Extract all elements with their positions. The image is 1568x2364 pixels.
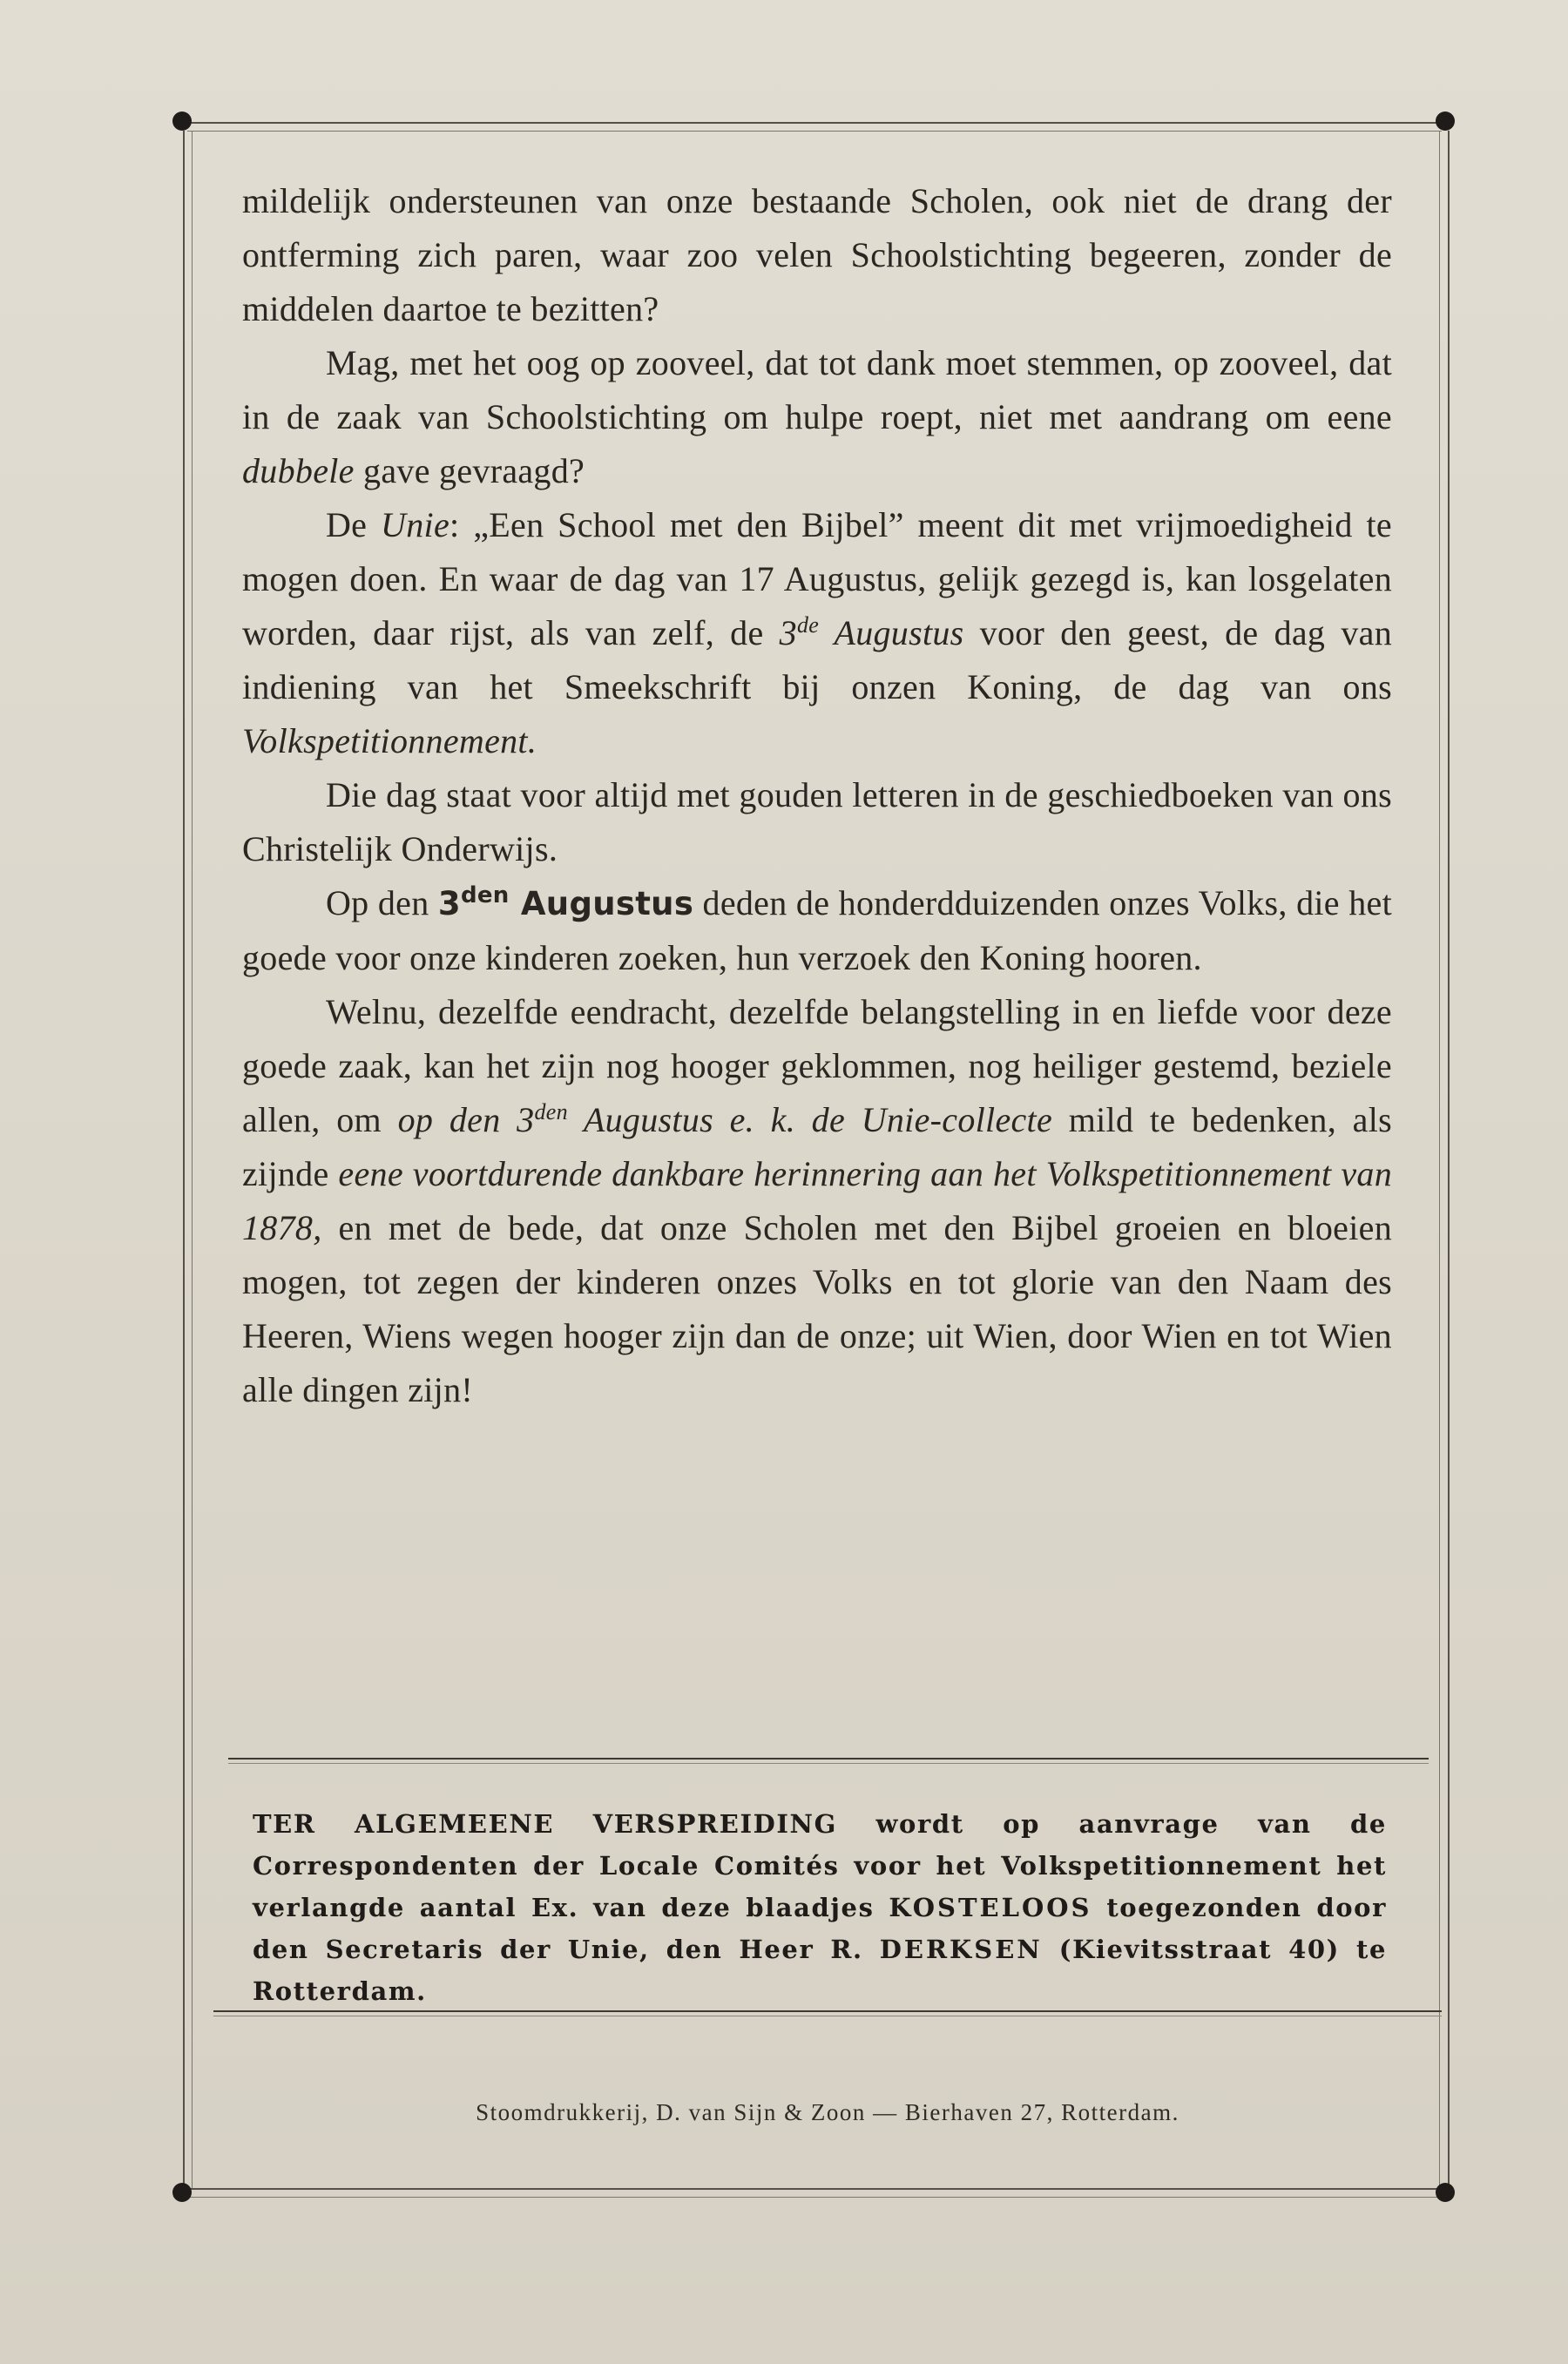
text-run: Volkspetitionnement. [242, 721, 537, 760]
text-run: Augustus [509, 885, 694, 922]
paragraph [242, 336, 1392, 498]
corner-ornament-bottom-right [1436, 2183, 1455, 2202]
notice-text: (Kievitsstraat 40) te Rotterdam. [253, 1935, 1388, 2006]
distribution-notice [253, 1803, 1387, 2012]
frame-left-rule-inner [192, 131, 193, 2188]
text-run: mildelijk ondersteunen van onze bestaande Scholen, ook niet de drang der ontferming zich paren, waar zoo velen Schoolstichting begeeren, zonder de middelen daartoe te bezitten? [242, 181, 1392, 328]
text-run: Unie [381, 505, 450, 544]
frame-right-rule-inner [1439, 131, 1440, 2188]
paragraph [242, 174, 1392, 336]
text-run: voor den geest, de dag van indiening van het Smeekschrift bij onzen Koning, de dag van ons [242, 613, 1392, 706]
text-run: mild te bedenken, als zijnde [242, 1100, 1392, 1193]
notice-lead: TER ALGEMEENE VERSPREIDING [253, 1809, 838, 1839]
text-run: Mag, met het oog op zooveel, dat tot dank moet stemmen, op zooveel, dat in de zaak van Schoolstichting om hulpe roept, niet met aandrang om eene [242, 343, 1392, 436]
text-run: den [460, 882, 510, 908]
paragraph [242, 768, 1392, 876]
frame-right-rule [1448, 131, 1450, 2188]
corner-ornament-top-right [1436, 111, 1455, 131]
corner-ornament-top-left [172, 111, 192, 131]
text-run: Augustus e. k. de Unie-collecte [567, 1100, 1053, 1139]
text-run: De [326, 505, 382, 544]
divider-rule [213, 2010, 1442, 2012]
text-run: Die dag staat voor altijd met gouden letteren in de geschiedboeken van ons Christelijk Onderwijs. [242, 775, 1392, 868]
frame-left-rule [183, 131, 185, 2188]
text-run: de [796, 612, 820, 638]
notice-free: KOSTELOOS [889, 1893, 1092, 1922]
text-run: op den 3 [397, 1100, 535, 1139]
paragraph [242, 985, 1392, 1417]
text-run: eene voortdurende dankbare herinnering aan het Volkspetitionnement van 1878, [242, 1154, 1392, 1247]
frame-bottom-rule-inner [187, 2197, 1442, 2198]
text-run: : „Een School met den Bijbel” meent dit met vrijmoedigheid te mogen doen. En waar de dag van 17 Augustus, gelijk gezegd is, kan losgelaten worden, daar rijst, als van zelf, de [242, 505, 1392, 652]
text-run: en met de bede, dat onze Scholen met den Bijbel groeien en bloeien mogen, tot zegen der kinderen onzes Volks en tot glorie van den Naam des Heeren, Wiens wegen hooger zijn dan de onze; uit Wien, door Wien en tot Wien alle dingen zijn! [242, 1208, 1392, 1409]
divider-rule [228, 1758, 1429, 1759]
text-run: den [534, 1099, 568, 1125]
notice-name: DERKSEN [879, 1935, 1043, 1964]
frame-top-rule [187, 122, 1442, 124]
corner-ornament-bottom-left [172, 2183, 192, 2202]
text-run: 3 [779, 613, 797, 652]
frame-top-rule-inner [187, 131, 1442, 132]
text-run: Welnu, dezelfde eendracht, dezelfde belangstelling in en liefde voor deze goede zaak, kan het zijn nog hooger geklommen, nog heiliger gestemd, beziele allen, om [242, 992, 1392, 1139]
text-run: gave gevraagd? [354, 451, 585, 490]
body-text [242, 174, 1392, 1417]
text-run: 3 [437, 885, 461, 922]
notice-text: toegezonden door den Secretaris der Unie, den Heer R. [253, 1893, 1387, 1964]
frame-bottom-rule [187, 2188, 1442, 2190]
printer-imprint: Stoomdrukkerij, D. van Sijn & Zoon — Bierhaven 27, Rotterdam. [476, 2099, 1179, 2125]
paragraph [242, 876, 1392, 985]
text-run: deden de honderdduizenden onzes Volks, die het goede voor onze kinderen zoeken, hun verzoek den Koning hooren. [242, 883, 1392, 977]
text-run: dubbele [242, 451, 355, 490]
text-run: Op den [326, 883, 438, 922]
text-run: Augustus [819, 613, 964, 652]
notice-text: wordt op aanvrage van de Correspondenten der Locale Comités voor het Volkspetitionnement het verlangde aantal Ex. van deze blaadjes [253, 1809, 1387, 1922]
paragraph [242, 498, 1392, 768]
divider-rule-thin [228, 1763, 1429, 1764]
